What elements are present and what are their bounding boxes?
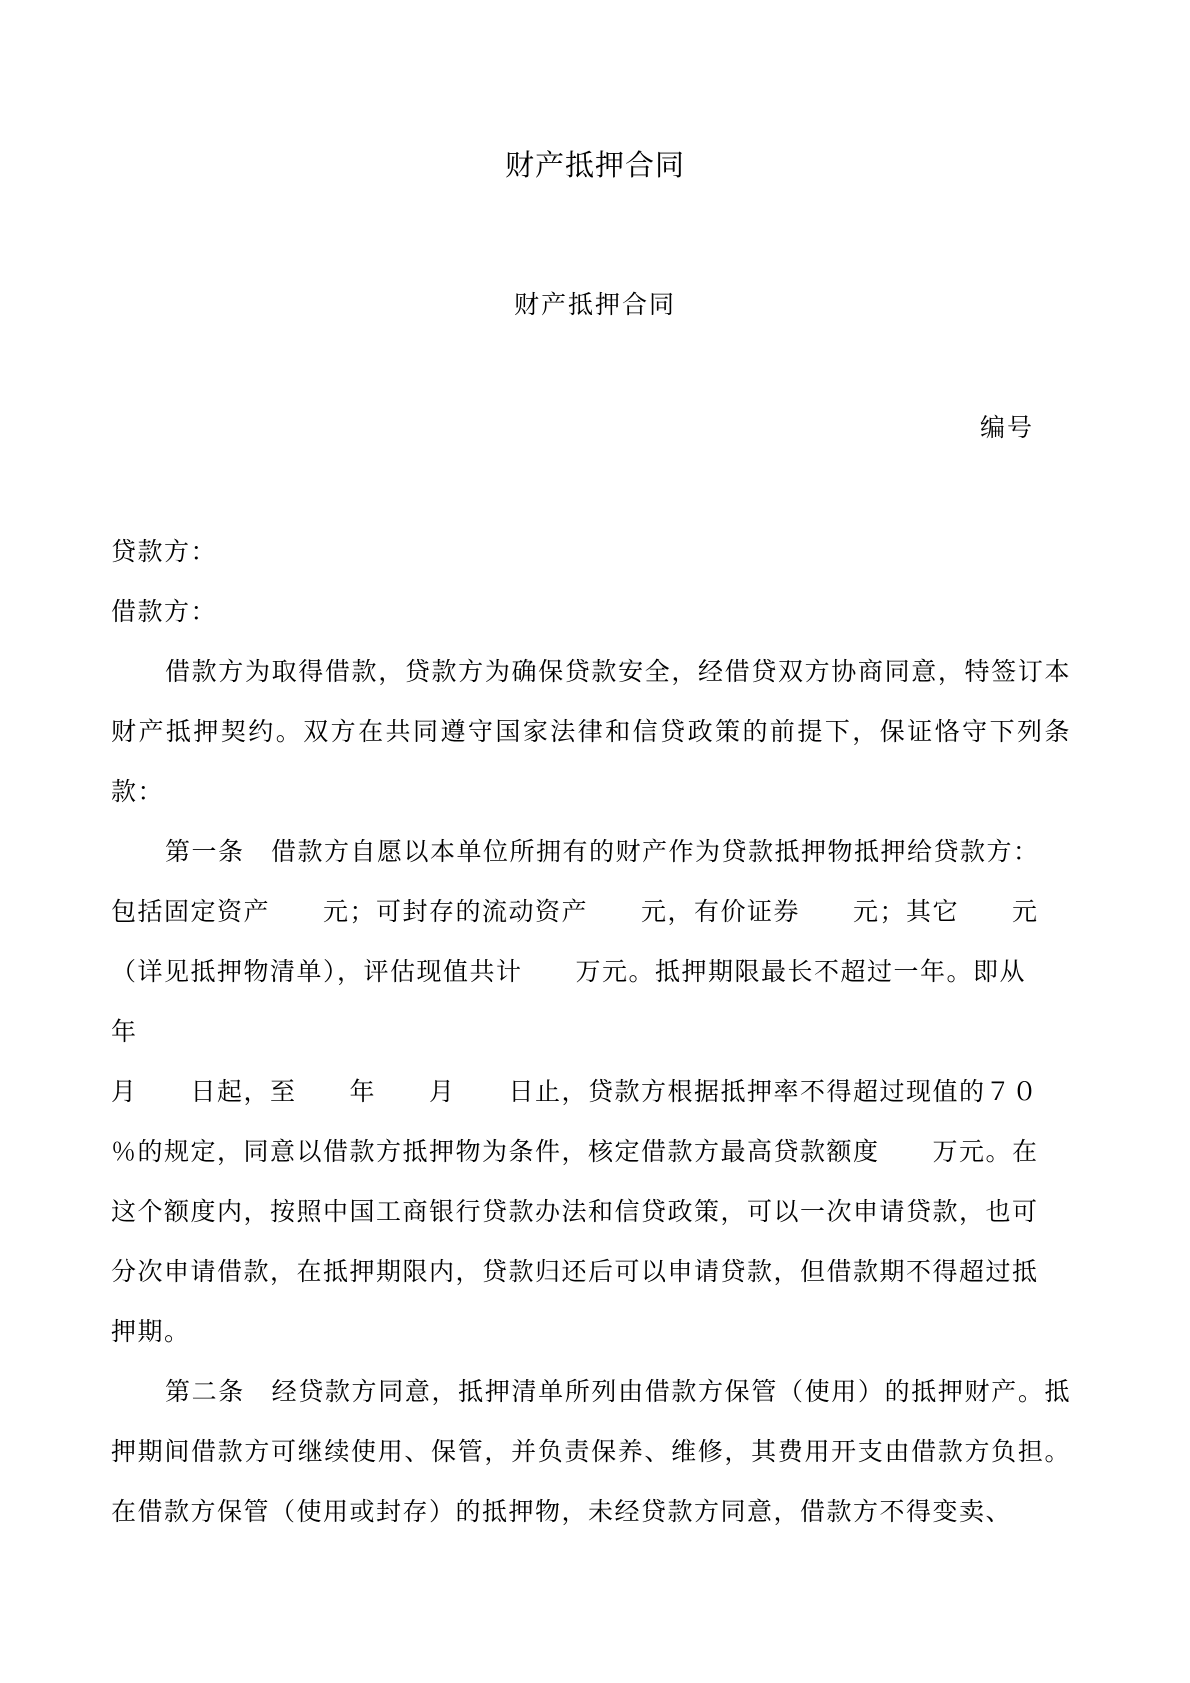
article-1-paragraph [111,822,1071,1362]
article-1-line: 押期。 [111,1317,191,1346]
article-1-line: （详见抵押物清单），评估现值共计 万元。抵押期限最长不超过一年。即从 [111,957,1027,986]
document-number-label: 编号 [980,413,1035,442]
lender-line: 贷款方： [111,537,218,566]
document-title: 财产抵押合同 [504,148,685,182]
article-1-line: 这个额度内，按照中国工商银行贷款办法和信贷政策，可以一次申请贷款，也可 [111,1197,1039,1226]
article-1-line: 月 日起，至 年 月 日止，贷款方根据抵押率不得超过现值的７０ [111,1077,1039,1106]
article-1-line: 年 [111,1017,138,1046]
article-1-line: 包括固定资产 元；可封存的流动资产 元，有价证券 元；其它 元 [111,897,1039,926]
article-1-line: 第一条 借款方自愿以本单位所拥有的财产作为贷款抵押物抵押给贷款方： [165,837,1040,866]
article-1-line: ％的规定，同意以借款方抵押物为条件，核定借款方最高贷款额度 万元。在 [111,1137,1039,1166]
preamble-paragraph: 借款方为取得借款，贷款方为确保贷款安全，经借贷双方协商同意，特签订本财产抵押契约。双方在共同遵守国家法律和信贷政策的前提下，保证恪守下列条款： [111,657,1071,806]
document-subtitle: 财产抵押合同 [513,290,676,319]
article-1-line: 分次申请借款，在抵押期限内，贷款归还后可以申请贷款，但借款期不得超过抵 [111,1257,1039,1286]
contract-body [111,522,1071,1542]
borrower-line: 借款方： [111,597,218,626]
article-2-paragraph: 第二条 经贷款方同意，抵押清单所列由借款方保管（使用）的抵押财产。抵押期间借款方可继续使用、保管，并负责保养、维修，其费用开支由借款方负担。在借款方保管（使用或封存）的抵押物，未经贷款方同意，借款方不得变卖、 [111,1377,1071,1526]
